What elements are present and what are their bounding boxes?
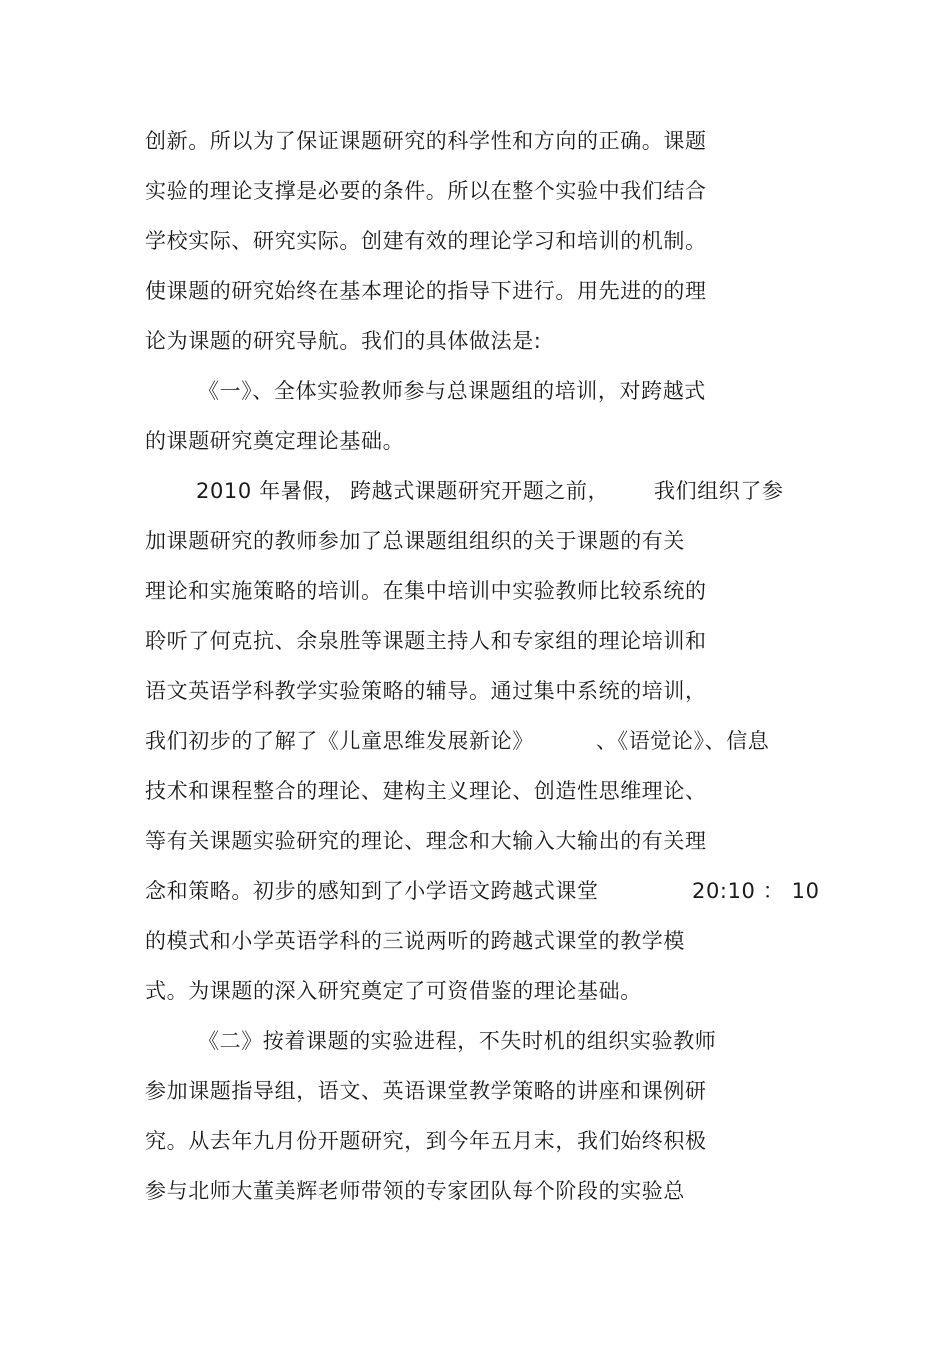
text-line: 等有关课题实验研究的理论、理念和大输入大输出的有关理 <box>145 829 707 853</box>
text-line: 创新。所以为了保证课题研究的科学性和方向的正确。课题 <box>145 129 707 153</box>
text-line: 学校实际、研究实际。创建有效的理论学习和培训的机制。 <box>145 229 707 253</box>
text-line: 参与北师大董美辉老师带领的专家团队每个阶段的实验总 <box>145 1179 685 1203</box>
text-line: 参加课题指导组，语文、英语课堂教学策略的讲座和课例研 <box>145 1079 707 1103</box>
text-line: 加课题研究的教师参加了总课题组组织的关于课题的有关 <box>145 529 685 553</box>
text-segment: 我们初步的了解了《儿童思维发展新论》 <box>145 729 534 753</box>
text-line: 论为课题的研究导航。我们的具体做法是: <box>145 329 542 353</box>
text-line: 的模式和小学英语学科的三说两听的跨越式课堂的教学模 <box>145 929 685 953</box>
text-segment: 2010 年暑假， <box>196 479 346 503</box>
text-line-split <box>0 876 950 906</box>
section-heading-1: 《一》、全体实验教师参与总课题组的培训，对跨越式 <box>198 379 706 403</box>
text-segment: 我们组织了参 <box>654 479 784 503</box>
text-line: 聆听了何克抗、余泉胜等课题主持人和专家组的理论培训和 <box>145 629 707 653</box>
text-line: 式。为课题的深入研究奠定了可资借鉴的理论基础。 <box>145 979 642 1003</box>
text-segment: 跨越式课题研究开题之前， <box>350 479 610 503</box>
section-heading-2: 《二》按着课题的实验进程，不失时机的组织实验教师 <box>198 1029 717 1053</box>
text-line: 使课题的研究始终在基本理论的指导下进行。用先进的的理 <box>145 279 707 303</box>
text-segment: 20:10 ： 10 <box>692 879 820 903</box>
text-line: 技术和课程整合的理论、建构主义理论、创造性思维理论、 <box>145 779 707 803</box>
text-line: 实验的理论支撑是必要的条件。所以在整个实验中我们结合 <box>145 179 707 203</box>
text-line-split <box>0 726 950 756</box>
text-line-split <box>0 476 950 506</box>
text-line: 究。从去年九月份开题研究，到今年五月末，我们始终积极 <box>145 1129 707 1153</box>
text-line: 理论和实施策略的培训。在集中培训中实验教师比较系统的 <box>145 579 707 603</box>
text-line: 语文英语学科教学实验策略的辅导。通过集中系统的培训， <box>145 679 707 703</box>
text-segment: 、《语觉论》、信息 <box>596 729 770 753</box>
text-segment: 念和策略。初步的感知到了小学语文跨越式课堂 <box>145 879 599 903</box>
text-line: 的课题研究奠定理论基础。 <box>145 429 405 453</box>
